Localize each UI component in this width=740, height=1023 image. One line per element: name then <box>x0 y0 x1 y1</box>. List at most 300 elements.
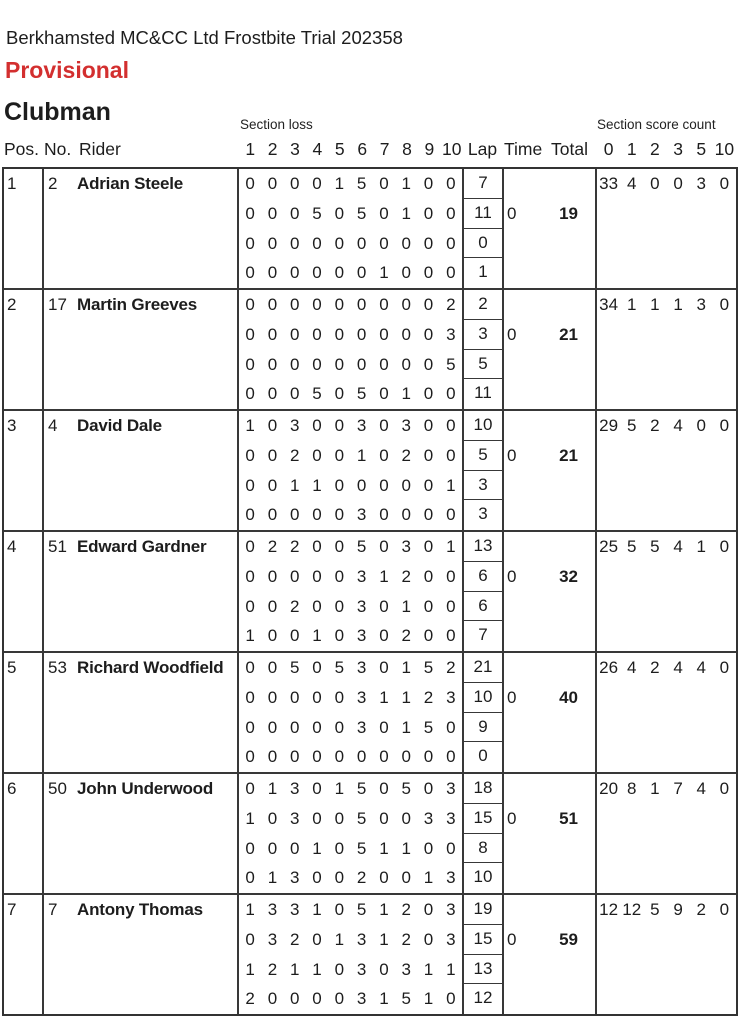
lap-total-column <box>464 290 504 409</box>
section-score-row <box>239 834 462 864</box>
score-count-value: 4 <box>696 779 706 798</box>
score-count-header: 5 <box>696 139 707 159</box>
section-score: 1 <box>446 475 456 495</box>
lap-total: 3 <box>464 471 502 501</box>
section-score: 0 <box>356 295 367 314</box>
section-score: 0 <box>290 566 300 586</box>
score-count-cell <box>597 895 736 1014</box>
section-score: 5 <box>356 537 367 556</box>
section-score: 0 <box>312 687 322 707</box>
lap-total: 13 <box>464 532 502 562</box>
section-score: 5 <box>334 658 345 677</box>
score-count-value: 34 <box>599 295 619 314</box>
score-count-value: 26 <box>599 658 619 677</box>
section-score: 0 <box>334 868 345 888</box>
score-count-value: 0 <box>719 537 730 556</box>
section-score: 0 <box>334 416 345 435</box>
section-score-row <box>239 290 462 320</box>
lap-total: 3 <box>478 504 488 524</box>
section-score: 3 <box>290 868 300 888</box>
rider-name: Antony Thomas <box>77 900 203 919</box>
section-score: 0 <box>245 566 255 586</box>
score-count-header: 3 <box>673 139 683 159</box>
section-score: 0 <box>446 233 456 253</box>
section-score: 3 <box>401 959 411 979</box>
score-count-value: 0 <box>673 174 683 193</box>
lap-total: 3 <box>464 320 502 350</box>
section-number-header: 5 <box>334 139 345 159</box>
score-count-value: 33 <box>599 174 619 193</box>
rider-number: 2 <box>48 174 58 193</box>
section-score-row <box>239 653 462 683</box>
total-value: 51 <box>559 808 578 828</box>
rider-number: 4 <box>48 416 58 435</box>
rider-row <box>4 774 736 895</box>
section-score: 0 <box>312 324 322 344</box>
lap-total: 0 <box>478 746 488 766</box>
score-count-value: 5 <box>650 900 660 919</box>
lap-total: 15 <box>464 925 502 955</box>
section-scores-cell <box>239 169 464 288</box>
section-score: 0 <box>379 747 389 767</box>
score-count-value: 29 <box>599 416 619 435</box>
section-score: 0 <box>290 263 300 283</box>
section-score: 0 <box>334 354 345 374</box>
section-score: 0 <box>290 626 300 646</box>
time-total-row <box>504 683 595 713</box>
section-score: 0 <box>423 626 434 646</box>
section-score: 5 <box>290 658 300 677</box>
section-number-header: 7 <box>379 139 390 159</box>
section-score: 0 <box>446 445 456 465</box>
time-value: 0 <box>507 687 517 707</box>
lap-total: 21 <box>464 653 502 683</box>
section-score: 0 <box>245 929 255 949</box>
section-score: 0 <box>356 475 367 495</box>
section-score: 0 <box>379 626 389 646</box>
score-count-row <box>597 532 736 562</box>
section-score: 0 <box>245 505 255 525</box>
section-score-row <box>239 258 462 288</box>
section-score: 3 <box>290 416 300 435</box>
rider-number: 53 <box>48 658 67 677</box>
section-score: 0 <box>267 174 278 193</box>
rider-cell <box>44 653 239 772</box>
section-score: 3 <box>446 808 456 828</box>
lap-total: 11 <box>464 199 502 229</box>
section-score: 3 <box>356 626 367 646</box>
section-score: 0 <box>334 900 345 919</box>
section-score: 0 <box>446 989 456 1009</box>
section-score: 1 <box>379 838 389 858</box>
position-cell: 7 <box>4 895 44 1014</box>
section-score: 3 <box>401 537 411 556</box>
section-score: 0 <box>312 566 322 586</box>
section-scores-cell <box>239 532 464 651</box>
section-score: 0 <box>245 295 255 314</box>
score-count-value: 2 <box>650 416 660 435</box>
section-score: 0 <box>423 416 434 435</box>
section-score: 0 <box>334 505 345 525</box>
section-score: 0 <box>423 596 434 616</box>
section-score: 0 <box>401 263 411 283</box>
rider-number: 7 <box>48 900 58 919</box>
section-score-row <box>239 742 462 772</box>
position-cell: 1 <box>4 169 44 288</box>
score-count-cell <box>597 290 736 409</box>
section-score: 0 <box>312 868 322 888</box>
section-score: 1 <box>423 989 434 1009</box>
section-score: 2 <box>401 445 411 465</box>
section-score: 0 <box>446 174 456 193</box>
section-score-row <box>239 683 462 713</box>
score-count-value: 2 <box>650 658 660 677</box>
section-score: 1 <box>423 868 434 888</box>
time-total-cell <box>504 169 597 288</box>
section-score: 0 <box>334 566 345 586</box>
section-score: 0 <box>334 687 345 707</box>
section-score: 0 <box>312 174 322 193</box>
section-score: 2 <box>423 687 434 707</box>
section-score: 5 <box>356 808 367 828</box>
section-score: 0 <box>290 687 300 707</box>
lap-total: 10 <box>473 867 493 887</box>
rider-cell <box>44 411 239 530</box>
section-score: 0 <box>423 445 434 465</box>
score-count-value: 1 <box>627 295 637 314</box>
section-score-row <box>239 863 462 893</box>
section-score: 3 <box>267 900 278 919</box>
score-count-value: 12 <box>599 900 619 919</box>
section-score: 0 <box>290 717 300 737</box>
section-score: 0 <box>267 989 278 1009</box>
section-score-row <box>239 955 462 985</box>
section-score: 0 <box>267 416 278 435</box>
rider-number: 17 <box>48 295 67 314</box>
column-header-time: Time <box>504 139 543 159</box>
section-score: 0 <box>267 687 278 707</box>
section-score: 0 <box>245 203 255 223</box>
time-value: 0 <box>507 203 517 223</box>
lap-total-column <box>464 653 504 772</box>
section-score: 1 <box>245 416 255 435</box>
section-score: 0 <box>423 203 434 223</box>
section-score: 2 <box>401 900 411 919</box>
section-score: 0 <box>245 537 255 556</box>
section-score: 0 <box>379 475 389 495</box>
rider-cell <box>44 774 239 893</box>
section-score: 5 <box>423 717 434 737</box>
rider-row <box>4 169 736 290</box>
section-score: 0 <box>379 324 389 344</box>
section-score: 5 <box>401 989 411 1009</box>
lap-total: 15 <box>464 804 502 834</box>
column-header-total: Total <box>551 139 588 159</box>
section-score: 0 <box>245 868 255 888</box>
score-count-value: 1 <box>673 295 683 314</box>
section-score: 3 <box>356 989 367 1009</box>
rider-number: 51 <box>48 537 67 556</box>
lap-total: 6 <box>464 592 502 622</box>
section-score: 0 <box>334 808 345 828</box>
lap-total: 10 <box>464 411 502 441</box>
section-score: 0 <box>312 537 322 556</box>
score-count-value: 7 <box>673 779 683 798</box>
lap-total-column <box>464 532 504 651</box>
section-score: 0 <box>401 475 411 495</box>
section-score: 0 <box>312 717 322 737</box>
section-score: 0 <box>334 626 345 646</box>
section-score: 0 <box>356 324 367 344</box>
section-score: 0 <box>401 233 411 253</box>
section-score: 0 <box>334 596 345 616</box>
score-count-value: 4 <box>627 174 637 193</box>
section-score: 1 <box>446 959 456 979</box>
time-total-row <box>504 199 595 229</box>
time-value: 0 <box>507 929 517 949</box>
section-score: 5 <box>446 354 456 374</box>
section-score: 3 <box>356 717 367 737</box>
section-score: 0 <box>290 354 300 374</box>
lap-total: 11 <box>474 383 492 403</box>
section-scores-cell <box>239 653 464 772</box>
lap-total: 9 <box>464 713 502 743</box>
score-count-cell <box>597 532 736 651</box>
section-score: 0 <box>423 475 434 495</box>
section-score: 3 <box>446 900 456 919</box>
lap-total: 0 <box>464 229 502 259</box>
section-score: 1 <box>379 929 389 949</box>
section-score: 0 <box>312 505 322 525</box>
section-score: 0 <box>267 203 278 223</box>
section-score: 1 <box>379 687 389 707</box>
total-value: 21 <box>559 324 578 344</box>
section-score: 0 <box>401 505 411 525</box>
section-score: 0 <box>312 445 322 465</box>
time-value: 0 <box>507 324 517 344</box>
section-score: 0 <box>267 596 278 616</box>
total-value: 21 <box>559 445 578 465</box>
section-score: 3 <box>401 416 411 435</box>
rider-name: Richard Woodfield <box>77 658 224 677</box>
section-score: 0 <box>446 747 456 767</box>
score-count-value: 0 <box>719 779 730 798</box>
section-score: 5 <box>356 384 367 404</box>
rider-cell <box>44 169 239 288</box>
section-score: 0 <box>245 475 255 495</box>
section-score: 3 <box>446 868 456 888</box>
section-score: 0 <box>267 354 278 374</box>
section-score: 0 <box>312 233 322 253</box>
score-count-row <box>597 290 736 320</box>
lap-total: 1 <box>478 262 488 282</box>
rider-name: David Dale <box>77 416 162 435</box>
section-score: 3 <box>356 505 367 525</box>
class-title: Clubman <box>4 98 111 126</box>
section-score: 0 <box>379 537 389 556</box>
rider-row <box>4 653 736 774</box>
lap-total: 12 <box>473 988 493 1008</box>
section-score: 1 <box>267 868 278 888</box>
section-score: 0 <box>334 445 345 465</box>
section-score: 1 <box>446 537 456 556</box>
score-count-row <box>597 653 736 683</box>
rider-name: John Underwood <box>77 779 214 798</box>
section-score: 0 <box>446 384 456 404</box>
position-cell: 3 <box>4 411 44 530</box>
rider-cell <box>44 290 239 409</box>
lap-total: 13 <box>464 955 502 985</box>
section-score: 0 <box>379 779 389 798</box>
results-table <box>2 167 738 1016</box>
score-count-value: 0 <box>719 416 730 435</box>
time-value: 0 <box>507 566 517 586</box>
column-header-pos: Pos. <box>4 139 40 159</box>
section-score: 1 <box>356 445 367 465</box>
score-count-value: 25 <box>599 537 619 556</box>
total-value: 40 <box>559 687 578 707</box>
section-score: 0 <box>379 416 389 435</box>
section-score: 0 <box>290 838 300 858</box>
score-count-value: 4 <box>673 658 683 677</box>
section-score: 0 <box>290 324 300 344</box>
lap-total-column <box>464 169 504 288</box>
section-score-row <box>239 562 462 592</box>
lap-total: 5 <box>464 350 502 380</box>
section-score: 0 <box>446 838 456 858</box>
section-score: 0 <box>423 505 434 525</box>
section-score: 3 <box>290 779 300 798</box>
section-score: 0 <box>379 384 389 404</box>
score-count-value: 0 <box>719 174 730 193</box>
section-score: 0 <box>356 747 367 767</box>
section-score: 0 <box>267 324 278 344</box>
section-score: 0 <box>379 808 389 828</box>
section-score: 0 <box>379 658 389 677</box>
section-score: 3 <box>356 658 367 677</box>
time-total-row <box>504 562 595 592</box>
section-score: 0 <box>423 295 434 314</box>
score-count-value: 3 <box>696 295 706 314</box>
section-score: 0 <box>334 263 345 283</box>
section-number-header: 2 <box>267 139 278 159</box>
section-score-row <box>239 984 462 1014</box>
section-score: 2 <box>401 929 411 949</box>
section-score: 0 <box>446 203 456 223</box>
section-score: 2 <box>401 626 411 646</box>
section-score: 0 <box>446 505 456 525</box>
section-score: 0 <box>356 233 367 253</box>
section-score-row <box>239 350 462 380</box>
section-number-header: 10 <box>442 139 462 159</box>
score-count-value: 0 <box>719 295 730 314</box>
section-score: 3 <box>356 687 367 707</box>
section-score: 0 <box>312 658 322 677</box>
section-score: 1 <box>245 626 255 646</box>
score-count-value: 4 <box>627 658 637 677</box>
section-score: 1 <box>334 929 345 949</box>
section-score: 0 <box>245 596 255 616</box>
section-score: 0 <box>334 717 345 737</box>
score-count-value: 4 <box>673 416 683 435</box>
section-number-header: 3 <box>290 139 300 159</box>
section-score: 0 <box>290 174 300 193</box>
section-score: 0 <box>245 838 255 858</box>
position-cell: 6 <box>4 774 44 893</box>
time-total-row <box>504 925 595 955</box>
section-score: 0 <box>401 747 411 767</box>
section-score: 0 <box>334 959 345 979</box>
section-score-row <box>239 379 462 409</box>
section-score: 0 <box>423 747 434 767</box>
section-number-header: 8 <box>402 139 412 159</box>
section-loss-group-header: Section loss <box>240 117 313 132</box>
score-count-value: 0 <box>719 658 730 677</box>
section-score: 0 <box>290 384 300 404</box>
section-score: 1 <box>401 658 411 677</box>
column-header-no: No. <box>44 139 72 159</box>
section-score: 1 <box>290 475 300 495</box>
section-score: 5 <box>401 779 411 798</box>
total-value: 19 <box>559 203 578 223</box>
time-total-row <box>504 320 595 350</box>
score-count-header: 1 <box>626 139 637 159</box>
section-score: 2 <box>267 537 278 556</box>
time-total-row <box>504 804 595 834</box>
section-score: 5 <box>356 838 367 858</box>
section-loss-numbers <box>239 139 463 160</box>
section-score: 1 <box>267 779 278 798</box>
lap-total: 7 <box>464 169 502 199</box>
score-count-numbers <box>597 139 736 160</box>
lap-total: 19 <box>464 895 502 925</box>
lap-total: 7 <box>478 625 488 645</box>
section-score: 0 <box>312 354 322 374</box>
section-score-row <box>239 500 462 530</box>
section-score: 0 <box>379 868 389 888</box>
section-score: 0 <box>312 416 322 435</box>
section-score-row <box>239 592 462 622</box>
lap-total-column <box>464 774 504 893</box>
section-score: 0 <box>290 505 300 525</box>
position-cell: 5 <box>4 653 44 772</box>
section-score: 1 <box>245 959 255 979</box>
section-score: 0 <box>267 384 278 404</box>
section-score: 3 <box>356 416 367 435</box>
score-count-value: 1 <box>650 779 660 798</box>
section-score: 0 <box>379 959 389 979</box>
lap-total: 6 <box>464 562 502 592</box>
score-count-cell <box>597 653 736 772</box>
section-score: 0 <box>312 779 322 798</box>
position-cell: 4 <box>4 532 44 651</box>
score-count-header: 2 <box>650 139 660 159</box>
score-count-value: 1 <box>650 295 660 314</box>
time-total-row <box>504 441 595 471</box>
column-header-rider: Rider <box>79 139 121 159</box>
score-count-header: 0 <box>603 139 614 159</box>
total-value: 32 <box>559 566 578 586</box>
section-score: 3 <box>446 687 456 707</box>
lap-total: 5 <box>464 441 502 471</box>
time-total-cell <box>504 411 597 530</box>
section-score-row <box>239 320 462 350</box>
section-score-row <box>239 411 462 441</box>
section-score: 0 <box>334 475 345 495</box>
section-score: 0 <box>446 717 456 737</box>
lap-total-column <box>464 411 504 530</box>
section-score: 1 <box>379 900 389 919</box>
